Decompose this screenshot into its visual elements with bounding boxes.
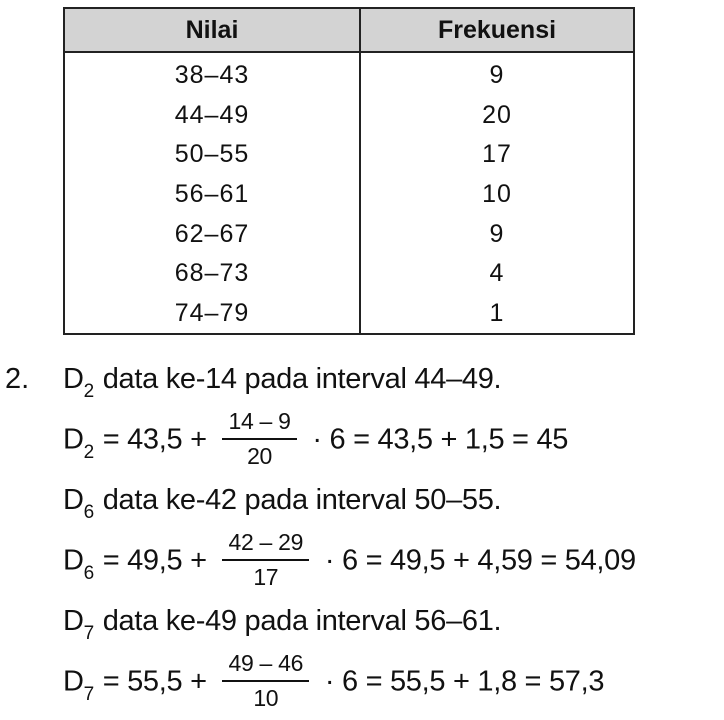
d2-eq-pre: = 43,5 + xyxy=(94,423,215,456)
d6-subscript: 6 xyxy=(83,502,94,523)
cell-nilai: 44–49 xyxy=(64,96,360,136)
d6-eq-pre: = 49,5 + xyxy=(94,544,215,577)
cell-frekuensi: 4 xyxy=(489,259,505,288)
cell-frekuensi: 9 xyxy=(489,61,505,90)
d7-denominator: 10 xyxy=(253,685,279,711)
d6-eq-post: · 6 = 49,5 + 4,59 = 54,09 xyxy=(324,544,636,577)
table-row xyxy=(64,254,634,294)
d2-equation xyxy=(63,410,568,472)
table-row xyxy=(64,135,634,175)
d7-numerator: 49 – 46 xyxy=(222,650,309,682)
cell-nilai: 68–73 xyxy=(64,254,360,294)
d7-text: data ke-49 pada interval 56–61. xyxy=(94,605,502,637)
item-number: 2. xyxy=(5,363,30,395)
header-nilai: Nilai xyxy=(64,8,360,52)
d6-equation xyxy=(63,531,636,593)
cell-nilai: 62–67 xyxy=(64,214,360,254)
d6-fraction xyxy=(222,529,309,591)
d2-eq-subscript: 2 xyxy=(83,441,94,463)
d6-description xyxy=(63,484,502,523)
cell-frekuensi: 1 xyxy=(489,298,505,327)
d7-fraction xyxy=(222,650,309,712)
d7-eq-post: · 6 = 55,5 + 1,8 = 57,3 xyxy=(324,665,605,698)
d6-denominator: 17 xyxy=(253,564,279,590)
d2-text: data ke-14 pada interval 44–49. xyxy=(94,363,502,395)
cell-frekuensi: 10 xyxy=(482,180,512,209)
cell-frekuensi: 9 xyxy=(489,219,505,248)
d6-letter: D xyxy=(63,484,84,516)
d2-description xyxy=(63,363,502,402)
cell-frekuensi: 20 xyxy=(482,100,512,129)
d7-eq-subscript: 7 xyxy=(83,683,94,705)
d7-eq-letter: D xyxy=(63,665,84,698)
d2-numerator: 14 – 9 xyxy=(222,408,296,440)
frequency-table xyxy=(63,7,635,335)
cell-nilai: 50–55 xyxy=(64,135,360,175)
table-header-row xyxy=(64,8,634,52)
cell-nilai: 38–43 xyxy=(64,52,360,96)
d7-subscript: 7 xyxy=(83,623,94,644)
d2-letter: D xyxy=(63,363,84,395)
d7-description xyxy=(63,605,502,644)
d2-eq-letter: D xyxy=(63,423,84,456)
table-row xyxy=(64,175,634,215)
d6-eq-subscript: 6 xyxy=(83,562,94,584)
table-row xyxy=(64,214,634,254)
cell-nilai: 56–61 xyxy=(64,175,360,215)
d2-fraction xyxy=(222,408,296,470)
table-row xyxy=(64,294,634,335)
d6-numerator: 42 – 29 xyxy=(222,529,309,561)
d2-denominator: 20 xyxy=(247,443,273,469)
header-frekuensi: Frekuensi xyxy=(360,8,634,52)
d7-letter: D xyxy=(63,605,84,637)
d7-eq-pre: = 55,5 + xyxy=(94,665,215,698)
table-row xyxy=(64,96,634,136)
d6-eq-letter: D xyxy=(63,544,84,577)
d6-text: data ke-42 pada interval 50–55. xyxy=(94,484,502,516)
d7-equation xyxy=(63,652,604,714)
d2-subscript: 2 xyxy=(83,381,94,402)
cell-nilai: 74–79 xyxy=(64,294,360,335)
cell-frekuensi: 17 xyxy=(482,140,512,169)
d2-eq-post: · 6 = 43,5 + 1,5 = 45 xyxy=(312,423,569,456)
table-row xyxy=(64,52,634,96)
